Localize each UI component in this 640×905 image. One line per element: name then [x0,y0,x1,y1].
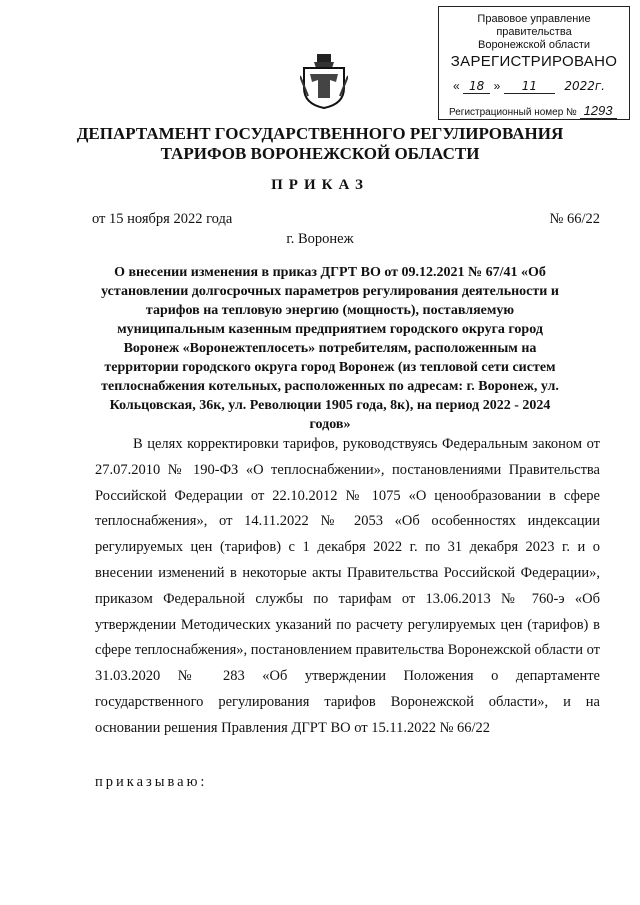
stamp-date [453,79,611,93]
stamp-day: 18 [463,79,490,94]
stamp-date-open-quote: « [453,79,460,93]
stamp-reg-number-line [449,103,617,118]
department-title-line1: ДЕПАРТАМЕНТ ГОСУДАРСТВЕННОГО РЕГУЛИРОВАНИЯ [76,124,564,143]
order-directive: приказываю: [95,774,208,790]
stamp-date-close-quote: » [493,79,501,93]
stamp-year: 2022г. [564,79,605,93]
stamp-reg-number: 1293 [580,103,617,119]
stamp-month: 11 [504,79,555,94]
order-number: № 66/22 [549,211,600,227]
coat-of-arms-icon [300,52,348,110]
registration-stamp [438,6,630,120]
department-title [0,124,640,164]
stamp-reg-label: Регистрационный номер № [449,107,577,118]
order-city: г. Воронеж [286,231,354,247]
order-preamble: В целях корректировки тарифов, руководствуясь Федеральным законом от 27.07.2010 № 190-ФЗ «О теплоснабжении», постановлениями Правительства Российской Федерации от 22.10.2012 № 1075 «О ценообразовании в сфере теплоснабжения», от 14.11.2022 № 2053 «Об особенностях индексации регулируемых цен (тарифов) с 1 декабря 2022 г. по 31 декабря 2023 г. и о внесении изменений в некоторые акты Правительства Российской Федерации», приказом Федеральной службы по тарифам от 13.06.2013 № 760-э «Об утверждении Методических указаний по расчету регулируемых цен (тарифов) в сфере теплоснабжения», постановлением правительства Воронежской области от 31.03.2020 № 283 «Об утверждении Положения о департаменте государственного регулирования тарифов Воронежской области», и на основании решения Правления ДГРТ ВО от 15.11.2022 № 66/22 [95,436,600,736]
stamp-authority-line1: Правовое управление правительства [477,13,591,38]
stamp-authority-line2: Воронежской области [477,39,590,51]
order-subject: О внесении изменения в приказ ДГРТ ВО от 09.12.2021 № 67/41 «Об установлении долгосрочных параметров регулирования деятельности и тарифов на тепловую энергию (мощность), поставляемую муниципальным казенным предприятием городского округа город Воронеж «Воронежтеплосеть» потребителям, расположенным на территории городского округа город Воронеж (из тепловой сети систем теплоснабжения котельных, расположенных по адресам: г. Воронеж, ул. Кольцовская, 36к, ул. Революции 1905 года, 8к), на период 2022 - 2024 годов» [101,265,559,432]
order-date: от 15 ноября 2022 года [92,211,233,227]
stamp-authority [439,13,629,52]
department-title-line2: ТАРИФОВ ВОРОНЕЖСКОЙ ОБЛАСТИ [160,144,480,163]
stamp-registered-label: ЗАРЕГИСТРИРОВАНО [450,53,618,70]
document-type: ПРИКАЗ [271,177,369,193]
